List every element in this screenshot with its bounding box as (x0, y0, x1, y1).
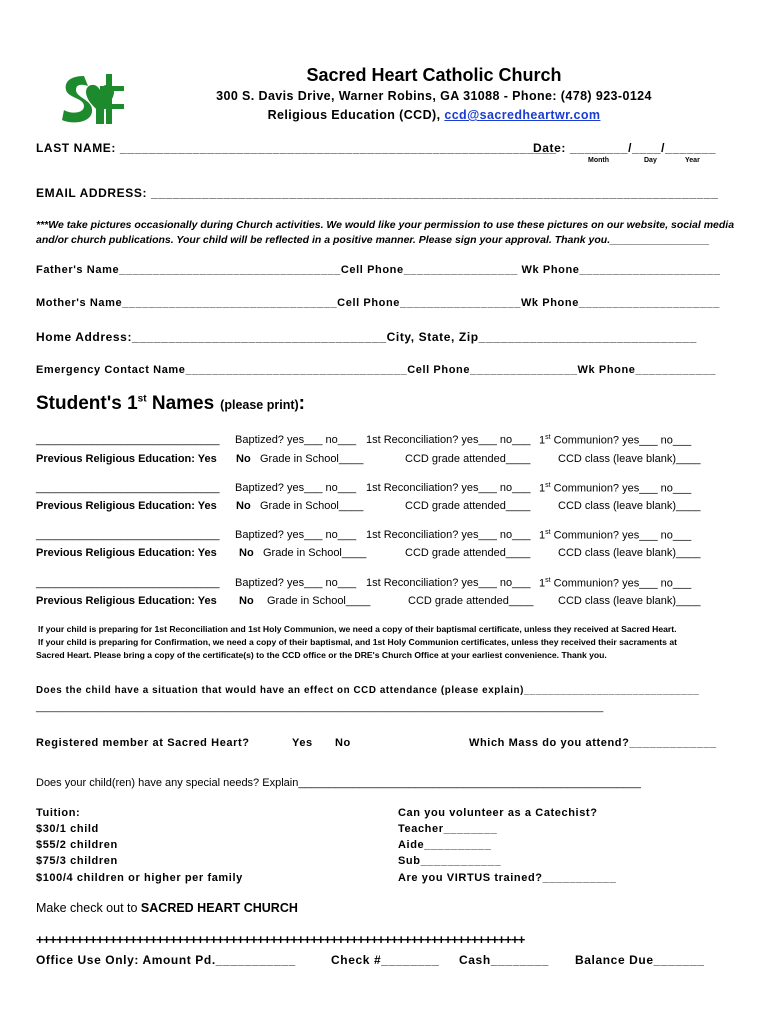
mother-row[interactable]: Mother's Name________________________________Cell Phone__________________Wk Phone_____________________ (36, 297, 720, 309)
office-amount[interactable]: Office Use Only: Amount Pd.___________ (36, 953, 296, 967)
church-title: Sacred Heart Catholic Church (306, 65, 562, 85)
student-4-ccd-class[interactable]: CCD class (leave blank)____ (558, 595, 701, 607)
student-3-baptized[interactable]: Baptized? yes___ no___ (235, 529, 357, 541)
student-1-ccd-class[interactable]: CCD class (leave blank)____ (558, 453, 701, 465)
check-payable: Make check out to SACRED HEART CHURCH (36, 901, 298, 915)
student-1-previous-ed: Previous Religious Education: Yes (36, 453, 217, 465)
tuition-3: $75/3 children (36, 855, 118, 867)
student-1-reconciliation[interactable]: 1st Reconciliation? yes___ no___ (366, 434, 531, 446)
student-4-name[interactable]: ______________________________ (36, 577, 220, 589)
student-4-baptized[interactable]: Baptized? yes___ no___ (235, 577, 357, 589)
church-address: 300 S. Davis Drive, Warner Robins, GA 31088 - Phone: (478) 923-0124 (216, 89, 652, 103)
student-2-name[interactable]: ______________________________ (36, 482, 220, 494)
last-name-field[interactable]: LAST NAME: ____________________________________________________________ (36, 141, 557, 155)
divider-plus: +++++++++++++++++++++++++++++++++++++++++++++++++++++++++++++++++++++++++ (36, 932, 525, 947)
email-address-field[interactable]: EMAIL ADDRESS: ______________________________________________________________________________ (36, 186, 719, 200)
student-3-grade[interactable]: Grade in School____ (263, 547, 367, 559)
student-1-ccd-grade[interactable]: CCD grade attended____ (405, 453, 531, 465)
student-3-ccd-grade[interactable]: CCD grade attended____ (405, 547, 531, 559)
student-2-ccd-grade[interactable]: CCD grade attended____ (405, 500, 531, 512)
student-4-previous-ed: Previous Religious Education: Yes (36, 595, 217, 607)
member-no[interactable]: No (335, 737, 351, 749)
student-2-reconciliation[interactable]: 1st Reconciliation? yes___ no___ (366, 482, 531, 494)
home-address-row[interactable]: Home Address:___________________________________City, State, Zip______________________________ (36, 330, 697, 344)
office-balance[interactable]: Balance Due_______ (575, 953, 705, 967)
office-cash[interactable]: Cash________ (459, 953, 549, 967)
student-3-ccd-class[interactable]: CCD class (leave blank)____ (558, 547, 701, 559)
student-2-previous-ed: Previous Religious Education: Yes (36, 500, 217, 512)
student-1-name[interactable]: ______________________________ (36, 434, 220, 446)
student-3-communion[interactable]: 1st Communion? yes___ no___ (539, 529, 692, 542)
office-check[interactable]: Check #________ (331, 953, 440, 967)
student-3-name[interactable]: ______________________________ (36, 529, 220, 541)
month-label: Month (588, 157, 609, 164)
student-1-baptized[interactable]: Baptized? yes___ no___ (235, 434, 357, 446)
religious-education-line (0, 108, 770, 122)
date-field[interactable]: Date: ________/____/_______ (533, 141, 717, 155)
student-1-grade[interactable]: Grade in School____ (260, 453, 364, 465)
student-2-ccd-class[interactable]: CCD class (leave blank)____ (558, 500, 701, 512)
student-2-communion[interactable]: 1st Communion? yes___ no___ (539, 482, 692, 495)
sacrament-note-3: Sacred Heart. Please bring a copy of the certificate(s) to the CCD office or the DRE's Church Office at your earliest convenience. Thank you. (36, 650, 607, 660)
tuition-2: $55/2 children (36, 839, 118, 851)
member-yes[interactable]: Yes (292, 737, 313, 749)
student-1-no[interactable]: No (236, 453, 251, 465)
student-2-grade[interactable]: Grade in School____ (260, 500, 364, 512)
tuition-4: $100/4 children or higher per family (36, 872, 243, 884)
mass-attend-field[interactable]: Which Mass do you attend?_____________ (469, 737, 717, 749)
day-label: Day (644, 157, 657, 164)
volunteer-aide[interactable]: Aide__________ (398, 839, 492, 851)
virtus-trained[interactable]: Are you VIRTUS trained?___________ (398, 872, 617, 884)
year-label: Year (685, 157, 700, 164)
emergency-contact-row[interactable]: Emergency Contact Name_________________________________Cell Phone________________Wk Phone____________ (36, 364, 717, 376)
student-2-baptized[interactable]: Baptized? yes___ no___ (235, 482, 357, 494)
student-4-grade[interactable]: Grade in School____ (267, 595, 371, 607)
photo-permission-note: ***We take pictures occasionally during Church activities. We would like your permission to use these pictures on our website, social media (36, 219, 735, 231)
attendance-question[interactable]: Does the child have a situation that would have an effect on CCD attendance (please explain)_____________________________ (36, 685, 700, 696)
student-4-ccd-grade[interactable]: CCD grade attended____ (408, 595, 534, 607)
student-3-previous-ed: Previous Religious Education: Yes (36, 547, 217, 559)
student-2-no[interactable]: No (236, 500, 251, 512)
student-1-communion[interactable]: 1st Communion? yes___ no___ (539, 434, 692, 447)
student-3-no[interactable]: No (239, 547, 254, 559)
volunteer-teacher[interactable]: Teacher________ (398, 823, 498, 835)
tuition-1: $30/1 child (36, 823, 99, 835)
sacrament-note-1: If your child is preparing for 1st Reconciliation and 1st Holy Communion, we need a copy of their baptismal certificate, unless they received at Sacred Heart. (38, 624, 677, 634)
volunteer-question: Can you volunteer as a Catechist? (398, 807, 598, 819)
tuition-label: Tuition: (36, 807, 81, 819)
attendance-line[interactable]: ______________________________________________________________________________________________________ (36, 702, 604, 713)
student-4-no[interactable]: No (239, 595, 254, 607)
student-3-reconciliation[interactable]: 1st Reconciliation? yes___ no___ (366, 529, 531, 541)
student-4-communion[interactable]: 1st Communion? yes___ no___ (539, 577, 692, 590)
photo-permission-signature[interactable]: and/or church publications. Your child will be reflected in a positive manner. Please sign your approval. Thank you._________________ (36, 234, 710, 246)
student-4-reconciliation[interactable]: 1st Reconciliation? yes___ no___ (366, 577, 531, 589)
registered-member-label: Registered member at Sacred Heart? (36, 737, 250, 749)
volunteer-sub[interactable]: Sub____________ (398, 855, 502, 867)
special-needs-field[interactable]: Does your child(ren) have any special needs? Explain________________________________________________________ (36, 777, 641, 789)
email-link[interactable]: ccd@sacredheartwr.com (444, 108, 601, 122)
students-heading: Student's 1st Names (please print): (36, 393, 305, 414)
sacrament-note-2: If your child is preparing for Confirmation, we need a copy of their baptismal, and 1st Holy Communion certificates, unless they received their sacraments at (38, 637, 677, 647)
father-row[interactable]: Father's Name_________________________________Cell Phone_________________ Wk Phone_____________________ (36, 264, 721, 276)
religious-label: Religious Education (CCD), (267, 108, 441, 122)
